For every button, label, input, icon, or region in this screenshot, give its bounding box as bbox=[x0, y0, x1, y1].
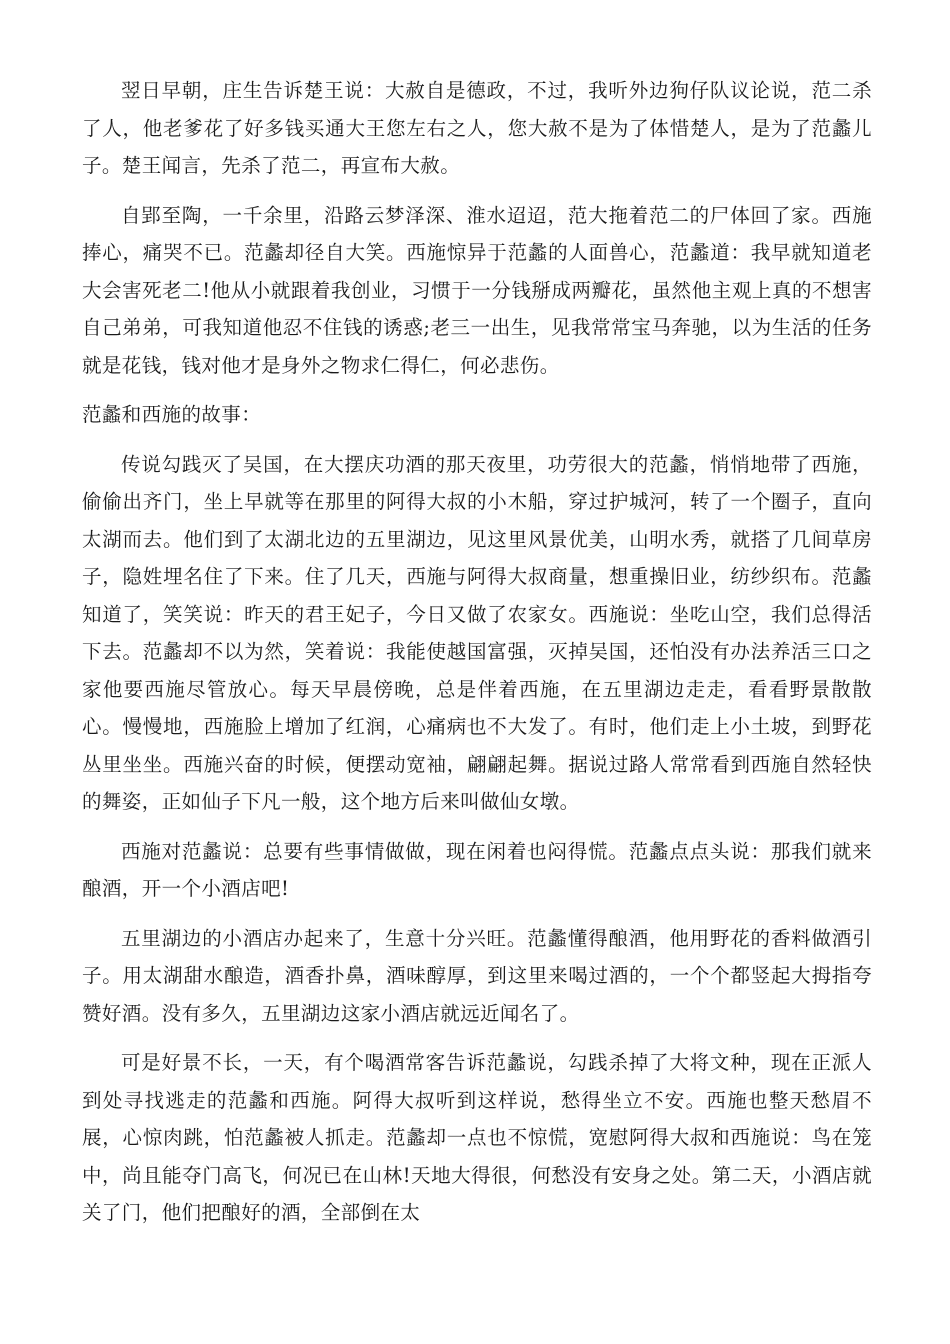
paragraph-6: 可是好景不长，一天，有个喝酒常客告诉范蠡说，勾践杀掉了大将文种，现在正派人到处寻找逃走的范蠡和西施。阿得大叔听到这样说，愁得坐立不安。西施也整天愁眉不展，心惊肉跳，怕范蠡被人抓走。范蠡却一点也不惊慌，宽慰阿得大叔和西施说：鸟在笼中，尚且能夺门高飞，何况已在山林!天地大得很，何愁没有安身之处。第二天，小酒店就关了门，他们把酿好的酒，全部倒在太 bbox=[82, 1051, 872, 1224]
paragraph-4: 西施对范蠡说：总要有些事情做做，现在闲着也闷得慌。范蠡点点头说：那我们就来酿酒，开一个小酒店吧! bbox=[82, 839, 872, 900]
paragraph-3: 传说勾践灭了吴国，在大摆庆功酒的那天夜里，功劳很大的范蠡，悄悄地带了西施，偷偷出齐门，坐上早就等在那里的阿得大叔的小木船，穿过护城河，转了一个圈子，直向太湖而去。他们到了太湖北边的五里湖边，见这里风景优美，山明水秀，就搭了几间草房子，隐姓埋名住了下来。住了几天，西施与阿得大叔商量，想重操旧业，纺纱织布。范蠡知道了，笑笑说：昨天的君王妃子，今日又做了农家女。西施说：坐吃山空，我们总得活下去。范蠡却不以为然，笑着说：我能使越国富强，灭掉吴国，还怕没有办法养活三口之家他要西施尽管放心。每天早晨傍晚，总是伴着西施，在五里湖边走走，看看野景散散心。慢慢地，西施脸上增加了红润，心痛病也不大发了。有时，他们走上小土坡，到野花丛里坐坐。西施兴奋的时候，便摆动宽袖，翩翩起舞。据说过路人常常看到西施自然轻快的舞姿，正如仙子下凡一般，这个地方后来叫做仙女墩。 bbox=[82, 452, 872, 813]
paragraph-2: 自郢至陶，一千余里，沿路云梦泽深、淮水迢迢，范大拖着范二的尸体回了家。西施捧心，痛哭不已。范蠡却径自大笑。西施惊异于范蠡的人面兽心，范蠡道：我早就知道老大会害死老二!他从小就跟着我创业，习惯于一分钱掰成两瓣花，虽然他主观上真的不想害自己弟弟，可我知道他忍不住钱的诱惑;老三一出生，见我常常宝马奔驰，以为生活的任务就是花钱，钱对他才是身外之物求仁得仁，何必悲伤。 bbox=[82, 203, 872, 377]
paragraph-5: 五里湖边的小酒店办起来了，生意十分兴旺。范蠡懂得酿酒，他用野花的香料做酒引子。用太湖甜水酿造，酒香扑鼻，酒味醇厚，到这里来喝过酒的，一个个都竖起大拇指夸赞好酒。没有多久，五里湖边这家小酒店就远近闻名了。 bbox=[82, 926, 872, 1025]
section-heading: 范蠡和西施的故事： bbox=[82, 403, 262, 426]
paragraph-1: 翌日早朝，庄生告诉楚王说：大赦自是德政，不过，我听外边狗仔队议论说，范二杀了人，他老爹花了好多钱买通大王您左右之人，您大赦不是为了体惜楚人，是为了范蠡儿子。楚王闻言，先杀了范二，再宣布大赦。 bbox=[82, 79, 872, 177]
document-body bbox=[82, 72, 872, 1244]
